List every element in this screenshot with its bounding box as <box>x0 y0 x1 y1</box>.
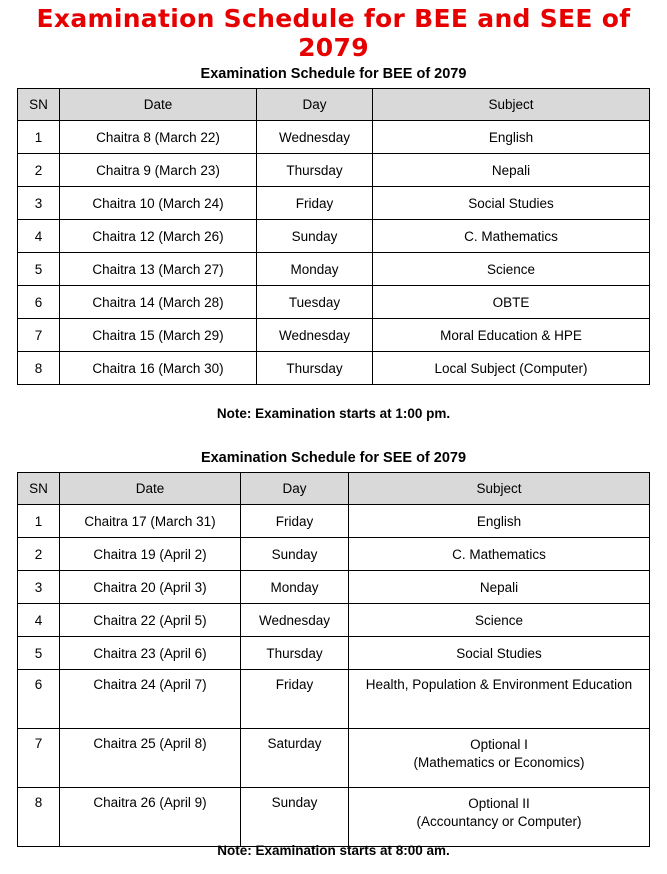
cell-sn: 6 <box>18 286 60 319</box>
table-row <box>18 729 650 788</box>
cell-subject <box>349 788 650 847</box>
cell-subject: Social Studies <box>349 637 650 670</box>
column-header-sn: SN <box>18 89 60 121</box>
cell-subject: OBTE <box>373 286 650 319</box>
cell-day: Friday <box>241 505 349 538</box>
cell-day: Sunday <box>241 788 349 847</box>
column-header-date: Date <box>60 89 257 121</box>
table-row <box>18 154 650 187</box>
table-row <box>18 505 650 538</box>
cell-date: Chaitra 14 (March 28) <box>60 286 257 319</box>
cell-subject: English <box>349 505 650 538</box>
cell-sn: 3 <box>18 187 60 220</box>
cell-sn: 7 <box>18 729 60 788</box>
table-row <box>18 220 650 253</box>
cell-sn: 1 <box>18 505 60 538</box>
bee-heading: Examination Schedule for BEE of 2079 <box>200 66 467 82</box>
cell-day: Wednesday <box>257 121 373 154</box>
cell-subject: Science <box>373 253 650 286</box>
cell-subject: Local Subject (Computer) <box>373 352 650 385</box>
cell-day: Monday <box>241 571 349 604</box>
cell-sn: 8 <box>18 352 60 385</box>
cell-date: Chaitra 12 (March 26) <box>60 220 257 253</box>
cell-day: Thursday <box>257 154 373 187</box>
cell-sn: 3 <box>18 571 60 604</box>
table-header-row <box>18 473 650 505</box>
cell-sn: 5 <box>18 253 60 286</box>
cell-date: Chaitra 19 (April 2) <box>60 538 241 571</box>
cell-date: Chaitra 16 (March 30) <box>60 352 257 385</box>
cell-sn: 7 <box>18 319 60 352</box>
cell-day: Thursday <box>241 637 349 670</box>
cell-sn: 8 <box>18 788 60 847</box>
see-note: Note: Examination starts at 8:00 am. <box>217 843 450 858</box>
cell-subject: Moral Education & HPE <box>373 319 650 352</box>
cell-day: Saturday <box>241 729 349 788</box>
column-header-day: Day <box>257 89 373 121</box>
column-header-date: Date <box>60 473 241 505</box>
cell-subject: Health, Population & Environment Education <box>349 670 650 729</box>
column-header-sn: SN <box>18 473 60 505</box>
table-row <box>18 352 650 385</box>
cell-sn: 5 <box>18 637 60 670</box>
cell-subject: English <box>373 121 650 154</box>
table-header-row <box>18 89 650 121</box>
cell-subject: Science <box>349 604 650 637</box>
table-row <box>18 253 650 286</box>
bee-schedule-table <box>17 88 650 385</box>
bee-note: Note: Examination starts at 1:00 pm. <box>216 406 451 421</box>
page-title: Examination Schedule for BEE and SEE of 2079 <box>36 4 631 62</box>
cell-day: Thursday <box>257 352 373 385</box>
cell-subject: Social Studies <box>373 187 650 220</box>
table-row <box>18 286 650 319</box>
cell-day: Sunday <box>241 538 349 571</box>
cell-subject <box>349 729 650 788</box>
cell-date: Chaitra 10 (March 24) <box>60 187 257 220</box>
cell-date: Chaitra 17 (March 31) <box>60 505 241 538</box>
column-header-day: Day <box>241 473 349 505</box>
cell-day: Wednesday <box>241 604 349 637</box>
subject-name: Optional I <box>470 737 528 752</box>
cell-date: Chaitra 9 (March 23) <box>60 154 257 187</box>
cell-date: Chaitra 24 (April 7) <box>60 670 241 729</box>
cell-subject: C. Mathematics <box>349 538 650 571</box>
cell-date: Chaitra 20 (April 3) <box>60 571 241 604</box>
table-row <box>18 788 650 847</box>
cell-day: Wednesday <box>257 319 373 352</box>
cell-date: Chaitra 25 (April 8) <box>60 729 241 788</box>
table-row <box>18 670 650 729</box>
cell-date: Chaitra 23 (April 6) <box>60 637 241 670</box>
see-schedule-table <box>17 472 650 847</box>
cell-sn: 1 <box>18 121 60 154</box>
see-heading: Examination Schedule for SEE of 2079 <box>200 450 467 466</box>
cell-sn: 2 <box>18 154 60 187</box>
cell-sn: 2 <box>18 538 60 571</box>
subject-detail: (Accountancy or Computer) <box>416 814 582 829</box>
cell-date: Chaitra 26 (April 9) <box>60 788 241 847</box>
subject-name: Optional II <box>468 796 530 811</box>
cell-day: Monday <box>257 253 373 286</box>
cell-date: Chaitra 22 (April 5) <box>60 604 241 637</box>
cell-date: Chaitra 13 (March 27) <box>60 253 257 286</box>
table-row <box>18 121 650 154</box>
cell-sn: 4 <box>18 220 60 253</box>
table-row <box>18 637 650 670</box>
subject-detail: (Mathematics or Economics) <box>413 755 585 770</box>
cell-day: Friday <box>257 187 373 220</box>
table-row <box>18 319 650 352</box>
table-row <box>18 604 650 637</box>
cell-sn: 6 <box>18 670 60 729</box>
column-header-subject: Subject <box>373 89 650 121</box>
cell-subject: Nepali <box>373 154 650 187</box>
cell-subject: Nepali <box>349 571 650 604</box>
cell-sn: 4 <box>18 604 60 637</box>
cell-subject: C. Mathematics <box>373 220 650 253</box>
table-row <box>18 187 650 220</box>
table-row <box>18 571 650 604</box>
cell-day: Sunday <box>257 220 373 253</box>
table-row <box>18 538 650 571</box>
cell-date: Chaitra 8 (March 22) <box>60 121 257 154</box>
cell-day: Tuesday <box>257 286 373 319</box>
cell-date: Chaitra 15 (March 29) <box>60 319 257 352</box>
cell-day: Friday <box>241 670 349 729</box>
column-header-subject: Subject <box>349 473 650 505</box>
